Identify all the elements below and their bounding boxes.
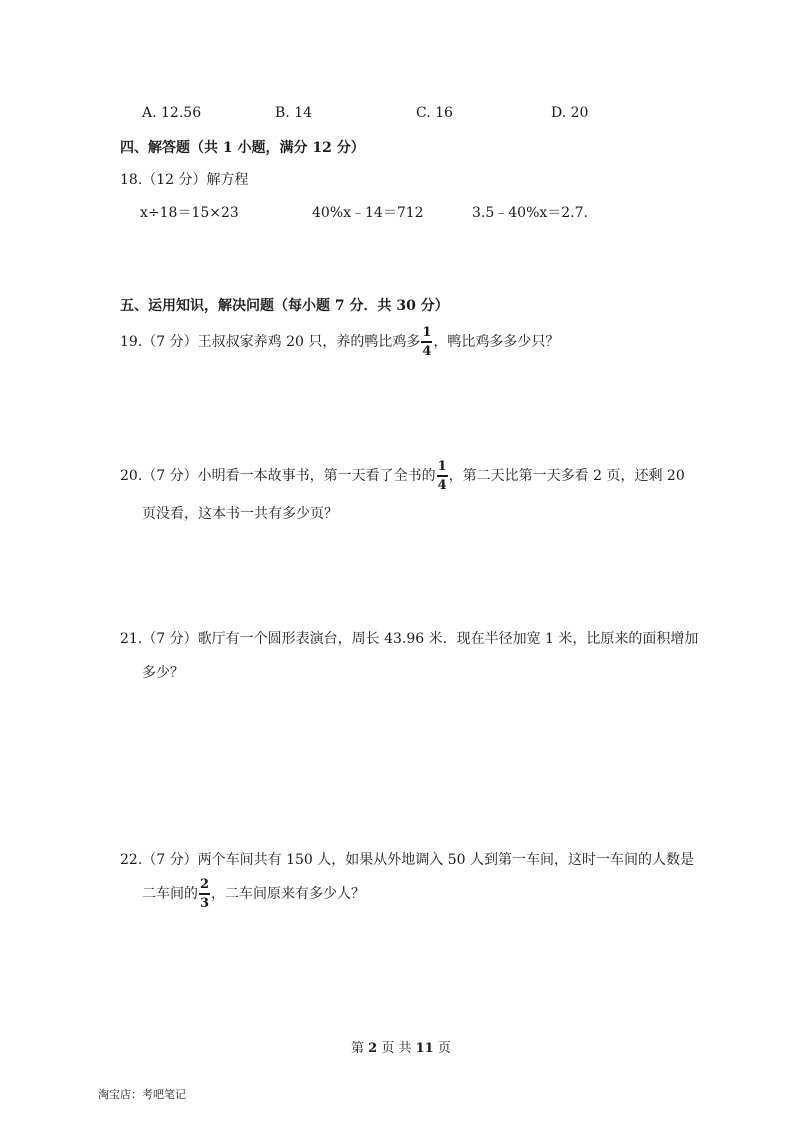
fraction — [199, 878, 210, 910]
page-current: 2 — [368, 1041, 378, 1056]
option-value: 16 — [435, 105, 453, 121]
fraction-denominator: 4 — [437, 477, 447, 493]
option-value: 14 — [294, 105, 313, 121]
question-18-equation-2: 40%x﹣14＝712 — [312, 205, 424, 221]
page-number — [351, 1037, 451, 1056]
option-letter: A. — [142, 105, 157, 121]
fraction — [437, 460, 448, 492]
option-d — [551, 105, 588, 121]
question-22-line-1: 22.（7 分）两个车间共有 150 人，如果从外地调入 50 人到第一车间，这时一车间的人数是 — [120, 852, 694, 868]
fraction-numerator: 2 — [200, 877, 210, 893]
question-18-equation-3: 3.5﹣40%x＝2.7. — [472, 205, 588, 221]
option-value: 12.56 — [161, 105, 202, 121]
shop-watermark: 淘宝店：考吧笔记 — [98, 1088, 186, 1101]
fraction-numerator: 1 — [437, 459, 447, 475]
question-20-text-start: 20.（7 分）小明看一本故事书，第一天看了全书的 — [120, 468, 436, 484]
question-20-line-2: 页没看，这本书一共有多少页？ — [142, 506, 338, 522]
option-b — [275, 105, 312, 121]
option-letter: B. — [275, 105, 290, 121]
fraction-denominator: 4 — [422, 343, 432, 359]
question-21-line-2: 多少？ — [142, 665, 184, 681]
page-total: 11 — [415, 1041, 434, 1056]
page-label: 页 — [437, 1041, 451, 1056]
section-4-heading: 四、解答题（共 1 小题，满分 12 分） — [120, 140, 365, 156]
question-21-line-1: 21.（7 分）歌厅有一个圆形表演台，周长 43.96 米．现在半径加宽 1 米，比原来的面积增加 — [120, 631, 699, 647]
fraction-bar — [199, 893, 210, 895]
question-22-text-end: ，二车间原来有多少人？ — [211, 886, 366, 902]
page-label: 页 共 — [381, 1041, 412, 1056]
option-letter: C. — [416, 105, 431, 121]
fraction-numerator: 1 — [422, 325, 432, 341]
question-20-line-1 — [120, 458, 685, 494]
option-a — [142, 105, 201, 121]
question-20-text-end: ，第二天比第一天多看 2 页，还剩 20 — [448, 468, 685, 484]
question-19-text-start: 19.（7 分）王叔叔家养鸡 20 只，养的鸭比鸡多 — [120, 334, 421, 350]
fraction-bar — [437, 475, 448, 477]
question-22-line-2 — [142, 876, 365, 912]
option-letter: D. — [551, 105, 567, 121]
fraction — [421, 326, 432, 358]
option-value: 20 — [570, 105, 589, 121]
question-19-text-end: ，鸭比鸡多多少只？ — [433, 334, 560, 350]
question-19 — [120, 324, 559, 360]
question-18-equation-1: x÷18＝15×23 — [140, 205, 239, 221]
section-5-heading: 五、运用知识，解决问题（每小题 7 分．共 30 分） — [120, 298, 449, 314]
question-18-prompt: 18.（12 分）解方程 — [120, 172, 249, 188]
page-label: 第 — [351, 1041, 365, 1056]
question-22-text-start: 二车间的 — [142, 886, 198, 902]
option-c — [416, 105, 453, 121]
fraction-bar — [421, 341, 432, 343]
fraction-denominator: 3 — [200, 895, 210, 911]
